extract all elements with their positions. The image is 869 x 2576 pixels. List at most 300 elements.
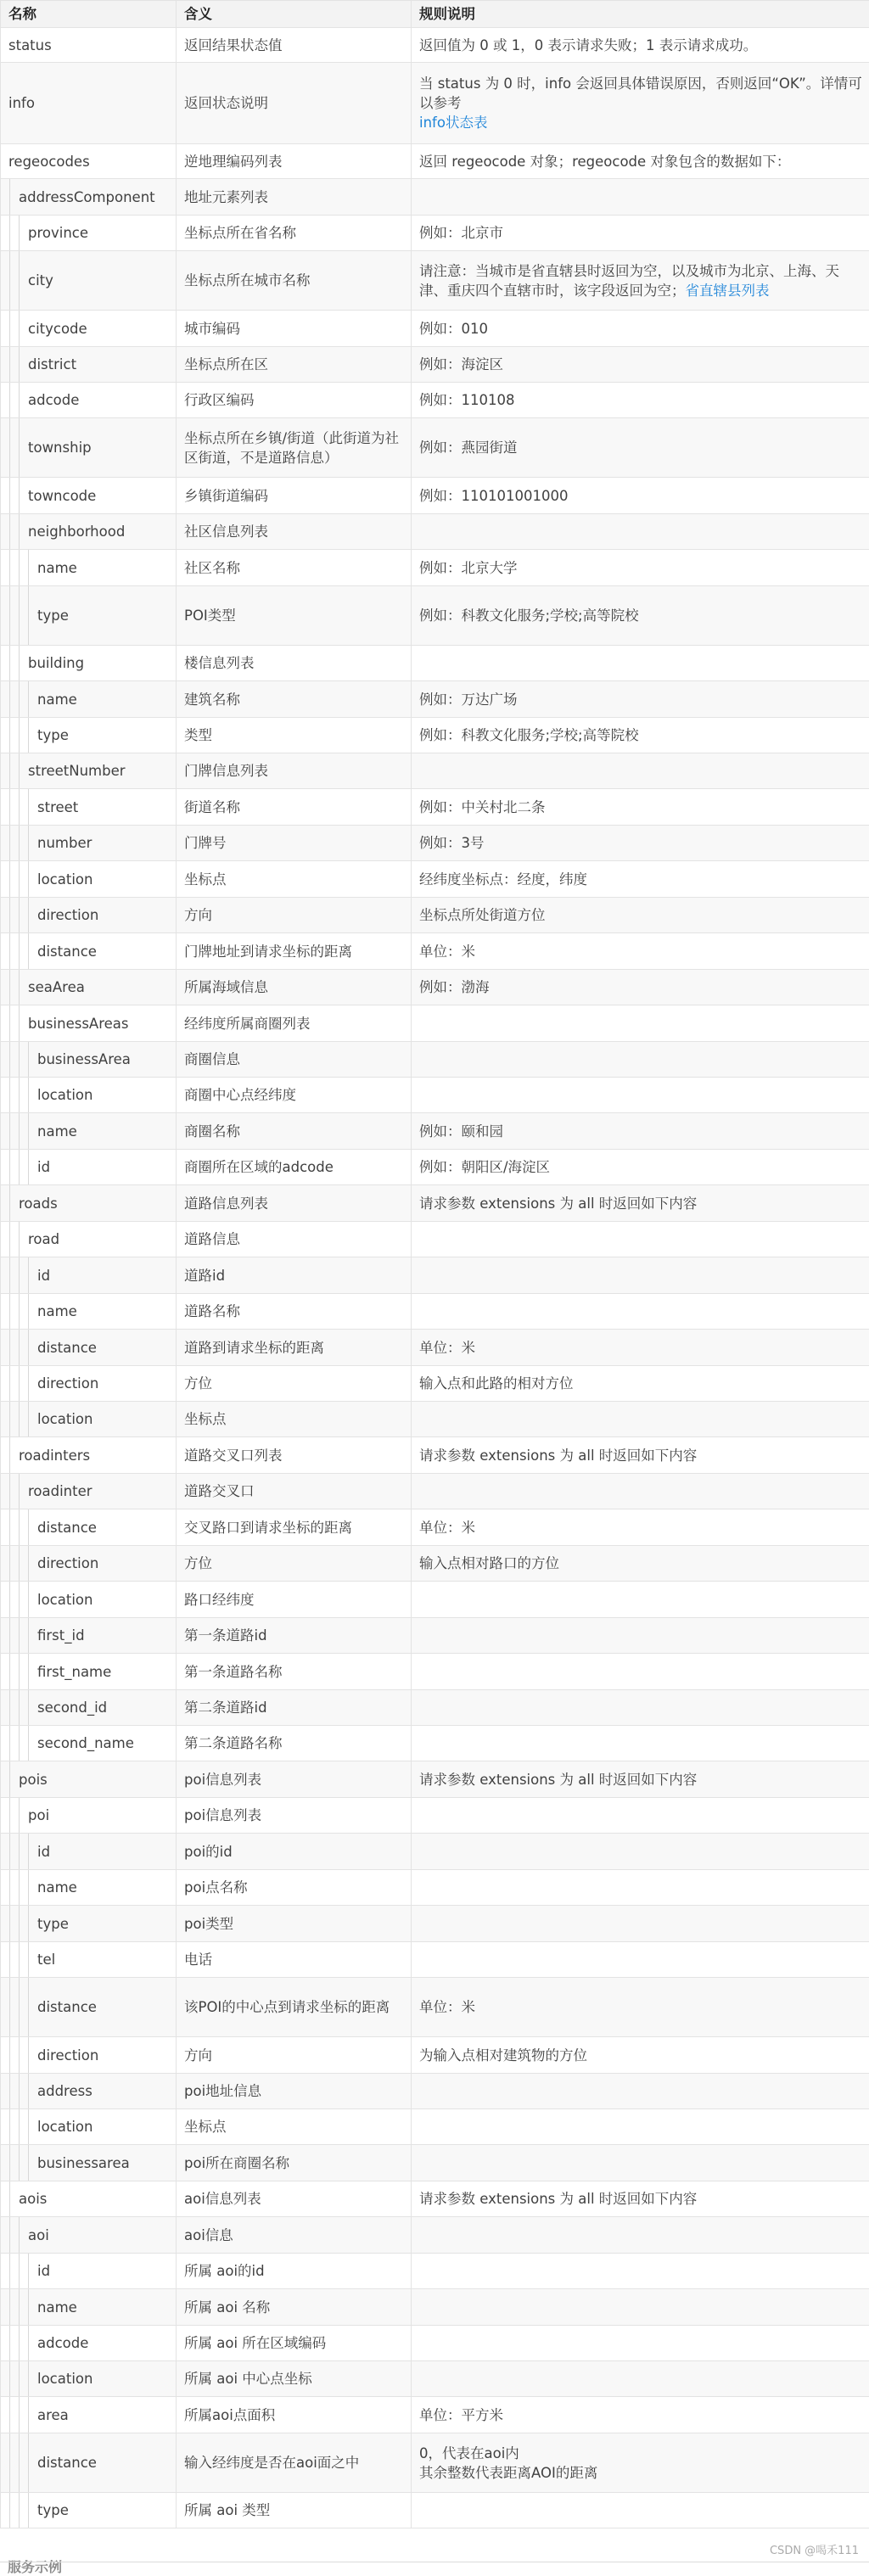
field-rule-cell xyxy=(412,1834,869,1870)
field-name: district xyxy=(28,355,176,374)
nesting-rule xyxy=(28,2074,29,2109)
table-row xyxy=(1,1834,869,1870)
nesting-rule xyxy=(19,383,20,418)
field-name: province xyxy=(28,223,176,243)
field-name: name xyxy=(37,2298,176,2317)
table-row xyxy=(1,1402,869,1437)
table-row xyxy=(1,970,869,1005)
field-name-cell xyxy=(1,1726,177,1761)
field-meaning: poi地址信息 xyxy=(177,2074,412,2109)
field-name-cell xyxy=(1,1113,177,1150)
field-name-cell xyxy=(1,1834,177,1870)
field-name-cell xyxy=(1,1330,177,1366)
nesting-rule xyxy=(9,418,10,478)
nesting-rule xyxy=(19,1366,20,1402)
nesting-rule xyxy=(9,1978,10,2037)
table-row xyxy=(1,1582,869,1618)
nesting-rule xyxy=(28,550,29,586)
field-rule-cell xyxy=(412,1257,869,1294)
field-name: distance xyxy=(37,1518,176,1537)
field-rule: 例如：010 xyxy=(419,321,488,337)
field-rule-cell xyxy=(412,826,869,861)
nesting-rule xyxy=(9,1078,10,1113)
field-name: regeocodes xyxy=(8,152,176,171)
field-name: second_id xyxy=(37,1698,176,1717)
field-name: township xyxy=(28,438,176,457)
field-rule-cell xyxy=(412,2493,869,2528)
nesting-rule xyxy=(9,2037,10,2074)
nesting-rule xyxy=(9,789,10,826)
field-name-cell xyxy=(1,1509,177,1546)
nesting-rule xyxy=(19,933,20,970)
table-row xyxy=(1,1654,869,1690)
nesting-rule xyxy=(9,251,10,311)
field-rule-cell xyxy=(412,1870,869,1906)
field-rule-cell xyxy=(412,2289,869,2326)
nesting-rule xyxy=(9,2254,10,2289)
field-name: neighborhood xyxy=(28,522,176,541)
nesting-rule xyxy=(9,1654,10,1690)
field-name: pois xyxy=(19,1770,176,1789)
field-name: first_name xyxy=(37,1662,176,1682)
header-meaning: 含义 xyxy=(177,1,412,28)
field-name: id xyxy=(37,2261,176,2281)
table-row xyxy=(1,1870,869,1906)
field-name: location xyxy=(37,1590,176,1610)
field-rule-cell xyxy=(412,718,869,753)
field-name: roadinters xyxy=(19,1446,176,1465)
field-rule-cell xyxy=(412,1042,869,1078)
nesting-rule xyxy=(19,1978,20,2037)
nesting-rule xyxy=(19,514,20,550)
field-rule-cell xyxy=(412,2217,869,2254)
nesting-rule xyxy=(19,1582,20,1618)
field-name: building xyxy=(28,653,176,673)
field-rule-cell xyxy=(412,1222,869,1257)
field-rule: 0，代表在aoi内 其余整数代表距离AOI的距离 xyxy=(419,2445,597,2481)
table-row xyxy=(1,1437,869,1474)
field-rule: 例如：中关村北二条 xyxy=(419,799,546,815)
field-meaning: 门牌信息列表 xyxy=(177,753,412,789)
field-name: direction xyxy=(37,905,176,925)
nesting-rule xyxy=(28,1150,29,1185)
field-rule: 例如：科教文化服务;学校;高等院校 xyxy=(419,727,639,743)
nesting-rule xyxy=(28,2361,29,2397)
nesting-rule xyxy=(28,789,29,826)
field-rule-cell xyxy=(412,1654,869,1690)
field-rule-cell xyxy=(412,2254,869,2289)
field-rule-cell xyxy=(412,347,869,383)
field-meaning: 坐标点 xyxy=(177,861,412,898)
field-name: addressComponent xyxy=(19,188,176,207)
table-row xyxy=(1,1906,869,1942)
field-rule: 单位：米 xyxy=(419,1340,475,1356)
nesting-rule xyxy=(9,1798,10,1834)
field-rule-cell xyxy=(412,2109,869,2145)
field-rule-cell xyxy=(412,933,869,970)
table-row xyxy=(1,1042,869,1078)
nesting-rule xyxy=(19,1257,20,1294)
nesting-rule xyxy=(28,2109,29,2145)
field-name: id xyxy=(37,1842,176,1862)
field-meaning: 商圈中心点经纬度 xyxy=(177,1078,412,1113)
nesting-rule xyxy=(9,1366,10,1402)
nesting-rule xyxy=(9,1402,10,1437)
nesting-rule xyxy=(9,1546,10,1582)
field-rule-cell xyxy=(412,63,869,144)
nesting-rule xyxy=(9,383,10,418)
field-name: type xyxy=(37,2500,176,2520)
nesting-rule xyxy=(19,1618,20,1654)
field-name-cell xyxy=(1,383,177,418)
field-rule-cell xyxy=(412,2361,869,2397)
field-name: direction xyxy=(37,1374,176,1393)
field-rule-cell xyxy=(412,970,869,1005)
nesting-rule xyxy=(19,216,20,251)
field-name-cell xyxy=(1,1257,177,1294)
nesting-rule xyxy=(28,2397,29,2433)
nesting-rule xyxy=(9,1834,10,1870)
nesting-rule xyxy=(9,681,10,718)
field-rule: 输入点相对路口的方位 xyxy=(419,1555,559,1571)
field-name-cell xyxy=(1,1366,177,1402)
table-row xyxy=(1,1294,869,1330)
field-meaning: 路口经纬度 xyxy=(177,1582,412,1618)
field-rule: 单位：米 xyxy=(419,1520,475,1536)
nesting-rule xyxy=(19,311,20,347)
field-rule: 输入点和此路的相对方位 xyxy=(419,1375,574,1392)
field-rule-cell xyxy=(412,1005,869,1042)
field-rule-cell xyxy=(412,1330,869,1366)
field-rule: 单位：米 xyxy=(419,1999,475,2015)
nesting-rule xyxy=(19,550,20,586)
table-row xyxy=(1,2361,869,2397)
next-section-heading: 服务示例 xyxy=(8,2556,62,2576)
field-rule: 请求参数 extensions 为 all 时返回如下内容 xyxy=(419,1196,697,1212)
field-name: direction xyxy=(37,1554,176,1573)
field-name: citycode xyxy=(28,319,176,339)
field-name-cell xyxy=(1,251,177,311)
field-meaning: poi的id xyxy=(177,1834,412,1870)
field-meaning: POI类型 xyxy=(177,586,412,646)
field-name-cell xyxy=(1,144,177,179)
nesting-rule xyxy=(19,586,20,646)
nesting-rule xyxy=(9,1294,10,1330)
nesting-rule xyxy=(19,418,20,478)
nesting-rule xyxy=(28,1834,29,1870)
table-row xyxy=(1,681,869,718)
field-meaning: 乡镇街道编码 xyxy=(177,478,412,514)
nesting-rule xyxy=(19,2326,20,2361)
nesting-rule xyxy=(9,216,10,251)
nesting-rule xyxy=(19,2289,20,2326)
nesting-rule xyxy=(19,861,20,898)
field-name-cell xyxy=(1,753,177,789)
field-meaning: 道路信息列表 xyxy=(177,1185,412,1222)
nesting-rule xyxy=(28,1509,29,1546)
field-name: aois xyxy=(19,2189,176,2209)
nesting-rule xyxy=(19,347,20,383)
field-name-cell xyxy=(1,681,177,718)
field-meaning: 所属 aoi 名称 xyxy=(177,2289,412,2326)
table-row xyxy=(1,1726,869,1761)
field-meaning: 第一条道路名称 xyxy=(177,1654,412,1690)
nesting-rule xyxy=(9,1582,10,1618)
nesting-rule xyxy=(9,1509,10,1546)
field-name: type xyxy=(37,725,176,745)
field-name-cell xyxy=(1,2289,177,2326)
header-rule: 规则说明 xyxy=(412,1,869,28)
field-name: second_name xyxy=(37,1733,176,1753)
field-meaning: 行政区编码 xyxy=(177,383,412,418)
field-name-cell xyxy=(1,347,177,383)
field-name: name xyxy=(37,1878,176,1897)
field-rule-cell xyxy=(412,28,869,63)
field-meaning: 返回结果状态值 xyxy=(177,28,412,63)
nesting-rule xyxy=(28,2037,29,2074)
field-name: name xyxy=(37,690,176,709)
nesting-rule xyxy=(19,1834,20,1870)
field-name-cell xyxy=(1,789,177,826)
nesting-rule xyxy=(19,1726,20,1761)
field-name: name xyxy=(37,1122,176,1141)
field-name-cell xyxy=(1,179,177,216)
field-meaning: 商圈信息 xyxy=(177,1042,412,1078)
field-name-cell xyxy=(1,550,177,586)
nesting-rule xyxy=(19,1402,20,1437)
nesting-rule xyxy=(9,1437,10,1474)
field-rule-cell xyxy=(412,2433,869,2493)
field-rule-cell xyxy=(412,861,869,898)
nesting-rule xyxy=(28,2493,29,2528)
field-rule-cell xyxy=(412,383,869,418)
field-rule: 例如：海淀区 xyxy=(419,356,503,372)
nesting-rule xyxy=(9,1150,10,1185)
table-row xyxy=(1,179,869,216)
nesting-rule xyxy=(28,1618,29,1654)
rule-link[interactable]: 省直辖县列表 xyxy=(686,283,770,299)
nesting-rule xyxy=(19,1222,20,1257)
field-name-cell xyxy=(1,1761,177,1798)
field-name-cell xyxy=(1,216,177,251)
field-name-cell xyxy=(1,646,177,681)
nesting-rule xyxy=(9,1761,10,1798)
table-row xyxy=(1,2433,869,2493)
nesting-rule xyxy=(28,1546,29,1582)
field-meaning: 经纬度所属商圈列表 xyxy=(177,1005,412,1042)
nesting-rule xyxy=(9,311,10,347)
nesting-rule xyxy=(19,2493,20,2528)
field-name-cell xyxy=(1,2433,177,2493)
field-rule: 经纬度坐标点：经度，纬度 xyxy=(419,871,587,888)
field-name-cell xyxy=(1,2217,177,2254)
nesting-rule xyxy=(19,2145,20,2181)
table-row xyxy=(1,2217,869,2254)
nesting-rule xyxy=(19,681,20,718)
field-rule-cell xyxy=(412,1474,869,1509)
field-meaning: 商圈名称 xyxy=(177,1113,412,1150)
field-rule-cell xyxy=(412,2145,869,2181)
field-name: poi xyxy=(28,1806,176,1825)
field-rule-cell xyxy=(412,1690,869,1726)
nesting-rule xyxy=(9,1257,10,1294)
nesting-rule xyxy=(28,933,29,970)
field-meaning: poi类型 xyxy=(177,1906,412,1942)
nesting-rule xyxy=(19,1509,20,1546)
nesting-rule xyxy=(19,1654,20,1690)
table-row xyxy=(1,718,869,753)
field-rule-cell xyxy=(412,1978,869,2037)
field-name-cell xyxy=(1,2397,177,2433)
nesting-rule xyxy=(28,1906,29,1942)
table-row xyxy=(1,2109,869,2145)
field-name: distance xyxy=(37,942,176,961)
nesting-rule xyxy=(28,861,29,898)
field-name-cell xyxy=(1,1078,177,1113)
table-row xyxy=(1,2326,869,2361)
field-rule-cell xyxy=(412,514,869,550)
field-rule: 请求参数 extensions 为 all 时返回如下内容 xyxy=(419,2191,697,2207)
rule-link[interactable]: info状态表 xyxy=(419,115,487,131)
field-rule-cell xyxy=(412,2397,869,2433)
nesting-rule xyxy=(28,1942,29,1978)
nesting-rule xyxy=(28,2254,29,2289)
field-name-cell xyxy=(1,1437,177,1474)
nesting-rule xyxy=(19,2433,20,2493)
table-row xyxy=(1,1005,869,1042)
field-rule-cell xyxy=(412,1509,869,1546)
nesting-rule xyxy=(19,478,20,514)
nesting-rule xyxy=(9,2326,10,2361)
field-name-cell xyxy=(1,2326,177,2361)
field-rule-cell xyxy=(412,179,869,216)
field-rule: 例如：110101001000 xyxy=(419,488,568,504)
field-name-cell xyxy=(1,1690,177,1726)
field-rule-cell xyxy=(412,1798,869,1834)
field-name-cell xyxy=(1,1150,177,1185)
field-meaning: 坐标点 xyxy=(177,2109,412,2145)
field-name-cell xyxy=(1,933,177,970)
table-row xyxy=(1,251,869,311)
field-rule-cell xyxy=(412,1582,869,1618)
nesting-rule xyxy=(9,347,10,383)
field-rule-cell xyxy=(412,586,869,646)
field-meaning: 坐标点所在区 xyxy=(177,347,412,383)
field-name: direction xyxy=(37,2046,176,2065)
field-name-cell xyxy=(1,2074,177,2109)
nesting-rule xyxy=(9,1185,10,1222)
nesting-rule xyxy=(28,898,29,933)
field-rule-cell xyxy=(412,478,869,514)
nesting-rule xyxy=(28,1330,29,1366)
field-meaning: 第一条道路id xyxy=(177,1618,412,1654)
field-rule-cell xyxy=(412,251,869,311)
nesting-rule xyxy=(19,970,20,1005)
field-rule: 坐标点所处街道方位 xyxy=(419,907,546,923)
nesting-rule xyxy=(9,2145,10,2181)
field-meaning: 地址元素列表 xyxy=(177,179,412,216)
table-row xyxy=(1,347,869,383)
field-meaning: 方位 xyxy=(177,1366,412,1402)
field-name: location xyxy=(37,2117,176,2136)
field-name-cell xyxy=(1,1402,177,1437)
nesting-rule xyxy=(19,1330,20,1366)
nesting-rule xyxy=(19,646,20,681)
nesting-rule xyxy=(9,646,10,681)
field-rule: 例如：颐和园 xyxy=(419,1123,503,1140)
nesting-rule xyxy=(9,550,10,586)
nesting-rule xyxy=(19,1870,20,1906)
field-rule-cell xyxy=(412,311,869,347)
field-rule-cell xyxy=(412,1113,869,1150)
field-rule-cell xyxy=(412,1402,869,1437)
field-rule: 例如：北京大学 xyxy=(419,560,518,576)
nesting-rule xyxy=(19,1150,20,1185)
nesting-rule xyxy=(9,1618,10,1654)
field-name-cell xyxy=(1,1042,177,1078)
field-meaning: aoi信息列表 xyxy=(177,2181,412,2217)
field-meaning: 门牌号 xyxy=(177,826,412,861)
nesting-rule xyxy=(19,898,20,933)
nesting-rule xyxy=(9,1330,10,1366)
field-rule-cell xyxy=(412,550,869,586)
field-name: status xyxy=(8,36,176,55)
field-rule: 返回 regeocode 对象；regeocode 对象包含的数据如下： xyxy=(419,154,790,170)
field-name-cell xyxy=(1,2109,177,2145)
field-meaning: 社区信息列表 xyxy=(177,514,412,550)
field-name: type xyxy=(37,606,176,625)
table-row xyxy=(1,514,869,550)
field-name-cell xyxy=(1,1654,177,1690)
table-header-row xyxy=(1,1,869,28)
field-name: towncode xyxy=(28,486,176,506)
table-row xyxy=(1,1330,869,1366)
field-rule: 例如：110108 xyxy=(419,392,515,408)
nesting-rule xyxy=(19,718,20,753)
nesting-rule xyxy=(9,1474,10,1509)
field-rule-cell xyxy=(412,681,869,718)
field-meaning: 楼信息列表 xyxy=(177,646,412,681)
field-rule: 单位：平方米 xyxy=(419,2407,503,2423)
table-row xyxy=(1,2289,869,2326)
field-name: info xyxy=(8,93,176,113)
field-meaning: 返回状态说明 xyxy=(177,63,412,144)
table-row xyxy=(1,2397,869,2433)
table-row xyxy=(1,1078,869,1113)
nesting-rule xyxy=(19,1078,20,1113)
nesting-rule xyxy=(9,753,10,789)
field-name: adcode xyxy=(28,390,176,410)
field-rule-cell xyxy=(412,2181,869,2217)
nesting-rule xyxy=(28,586,29,646)
header-name: 名称 xyxy=(1,1,177,28)
field-meaning: poi所在商圈名称 xyxy=(177,2145,412,2181)
nesting-rule xyxy=(9,1113,10,1150)
field-meaning: 第二条道路id xyxy=(177,1690,412,1726)
nesting-rule xyxy=(28,2289,29,2326)
nesting-rule xyxy=(9,1906,10,1942)
field-meaning: 该POI的中心点到请求坐标的距离 xyxy=(177,1978,412,2037)
table-row xyxy=(1,418,869,478)
field-meaning: 道路名称 xyxy=(177,1294,412,1330)
table-row xyxy=(1,1222,869,1257)
field-meaning: poi信息列表 xyxy=(177,1798,412,1834)
field-name-cell xyxy=(1,1185,177,1222)
field-meaning: 电话 xyxy=(177,1942,412,1978)
table-row xyxy=(1,1509,869,1546)
table-row xyxy=(1,28,869,63)
field-meaning: aoi信息 xyxy=(177,2217,412,2254)
